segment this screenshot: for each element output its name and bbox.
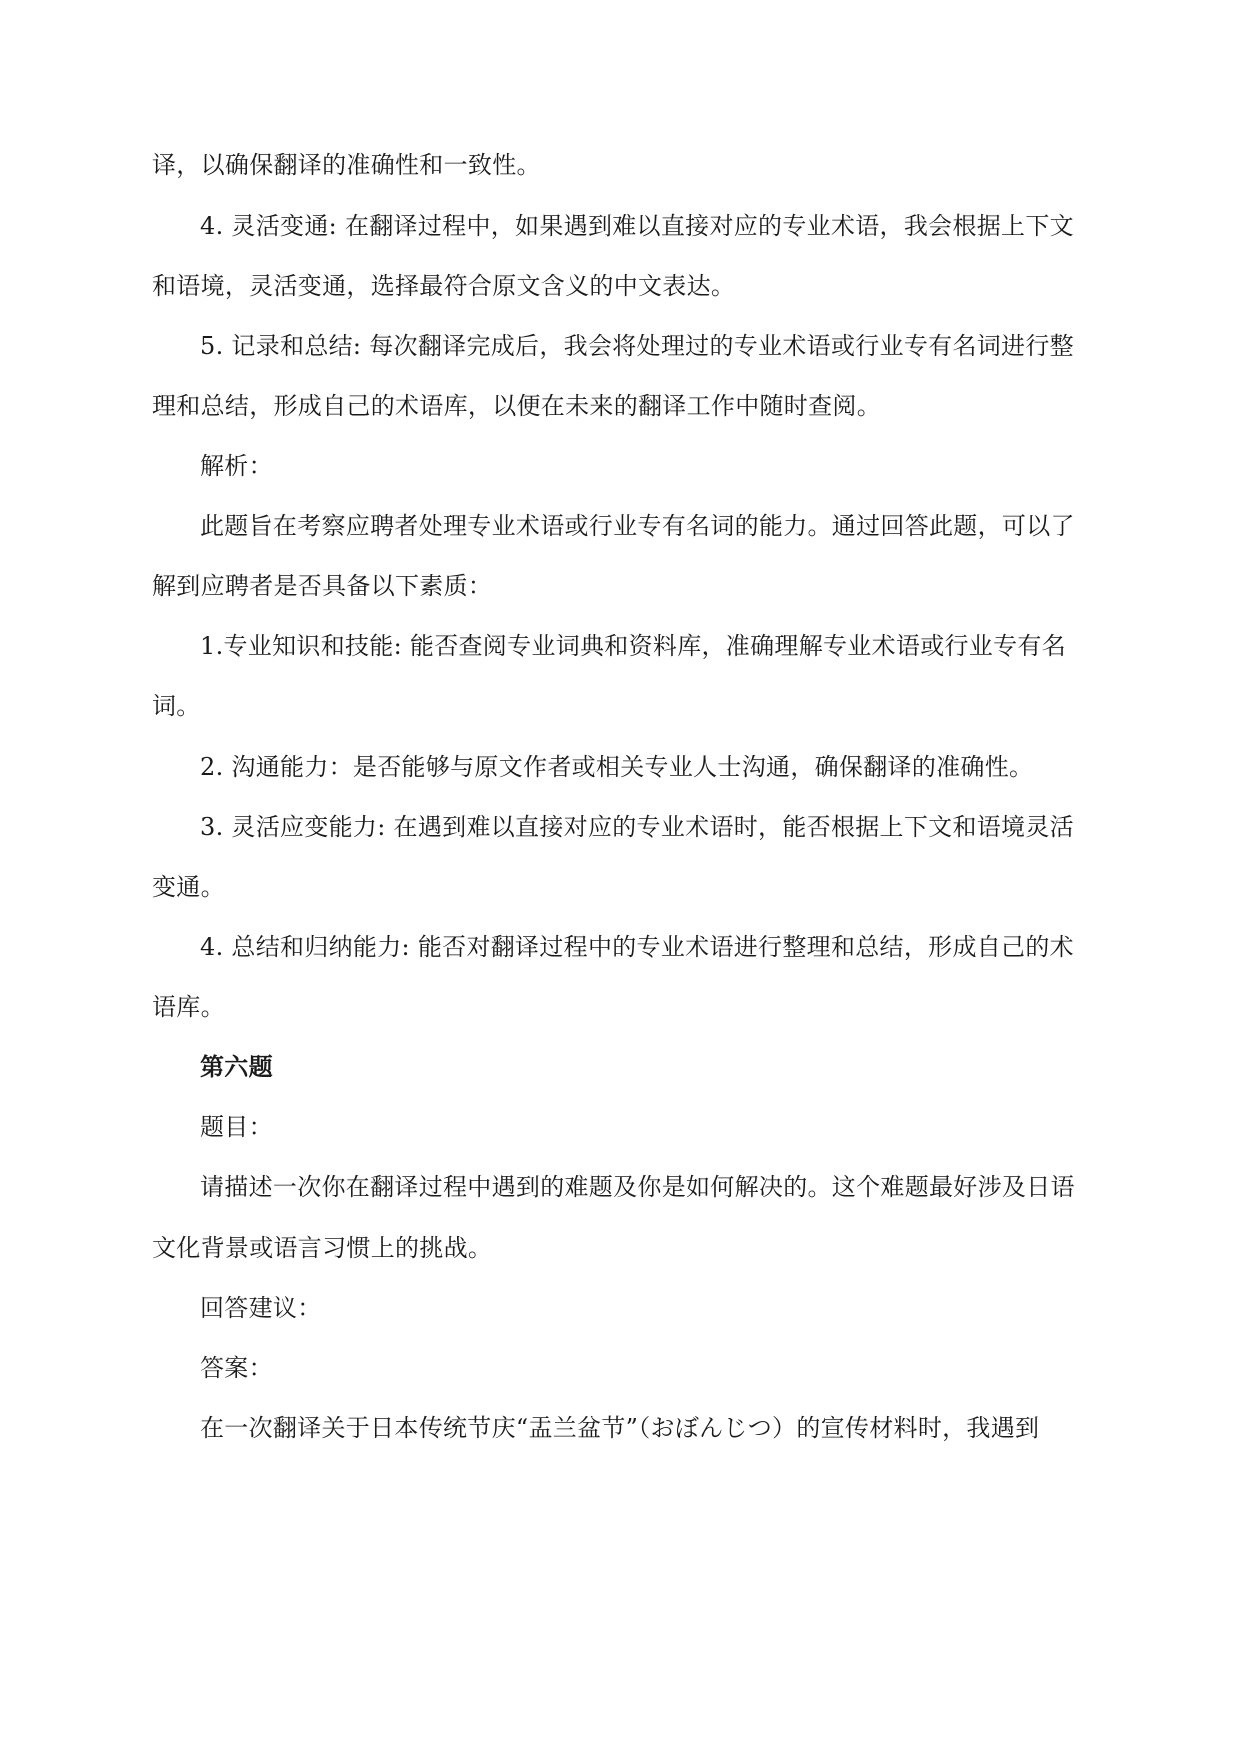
section-label: 回答建议： [200, 1294, 322, 1322]
section-label: 题目： [200, 1113, 273, 1141]
text-line: 理和总结，形成自己的术语库，以便在未来的翻译工作中随时查阅。 [152, 392, 881, 420]
text-line: 解到应聘者是否具备以下素质： [152, 572, 493, 600]
text-line: 译，以确保翻译的准确性和一致性。 [152, 151, 541, 179]
text-line: 1.专业知识和技能: 能否查阅专业词典和资料库，准确理解专业术语或行业专有名 [200, 632, 1067, 660]
text-line: 此题旨在考察应聘者处理专业术语或行业专有名词的能力。通过回答此题，可以了 [200, 512, 1075, 540]
text-line: 和语境，灵活变通，选择最符合原文含义的中文表达。 [152, 272, 736, 300]
text-line: 文化背景或语言习惯上的挑战。 [152, 1234, 493, 1262]
text-line: 变通。 [152, 873, 225, 901]
question-heading: 第六题 [200, 1052, 273, 1081]
text-line: 语库。 [152, 993, 225, 1021]
text-line: 请描述一次你在翻译过程中遇到的难题及你是如何解决的。这个难题最好涉及日语 [200, 1173, 1075, 1201]
text-line: 在一次翻译关于日本传统节庆“盂兰盆节”（おぼんじつ）的宣传材料时，我遇到 [200, 1414, 1040, 1442]
text-line: 2. 沟通能力：是否能够与原文作者或相关专业人士沟通，确保翻译的准确性。 [200, 753, 1034, 781]
section-label: 答案： [200, 1354, 273, 1382]
text-line: 词。 [152, 692, 201, 720]
text-line: 4. 灵活变通: 在翻译过程中，如果遇到难以直接对应的专业术语，我会根据上下文 [200, 212, 1074, 240]
text-line: 5. 记录和总结: 每次翻译完成后，我会将处理过的专业术语或行业专有名词进行整 [200, 332, 1074, 360]
section-label: 解析： [200, 452, 273, 480]
text-line: 3. 灵活应变能力: 在遇到难以直接对应的专业术语时，能否根据上下文和语境灵活 [200, 813, 1074, 841]
text-line: 4. 总结和归纳能力: 能否对翻译过程中的专业术语进行整理和总结，形成自己的术 [200, 933, 1074, 961]
